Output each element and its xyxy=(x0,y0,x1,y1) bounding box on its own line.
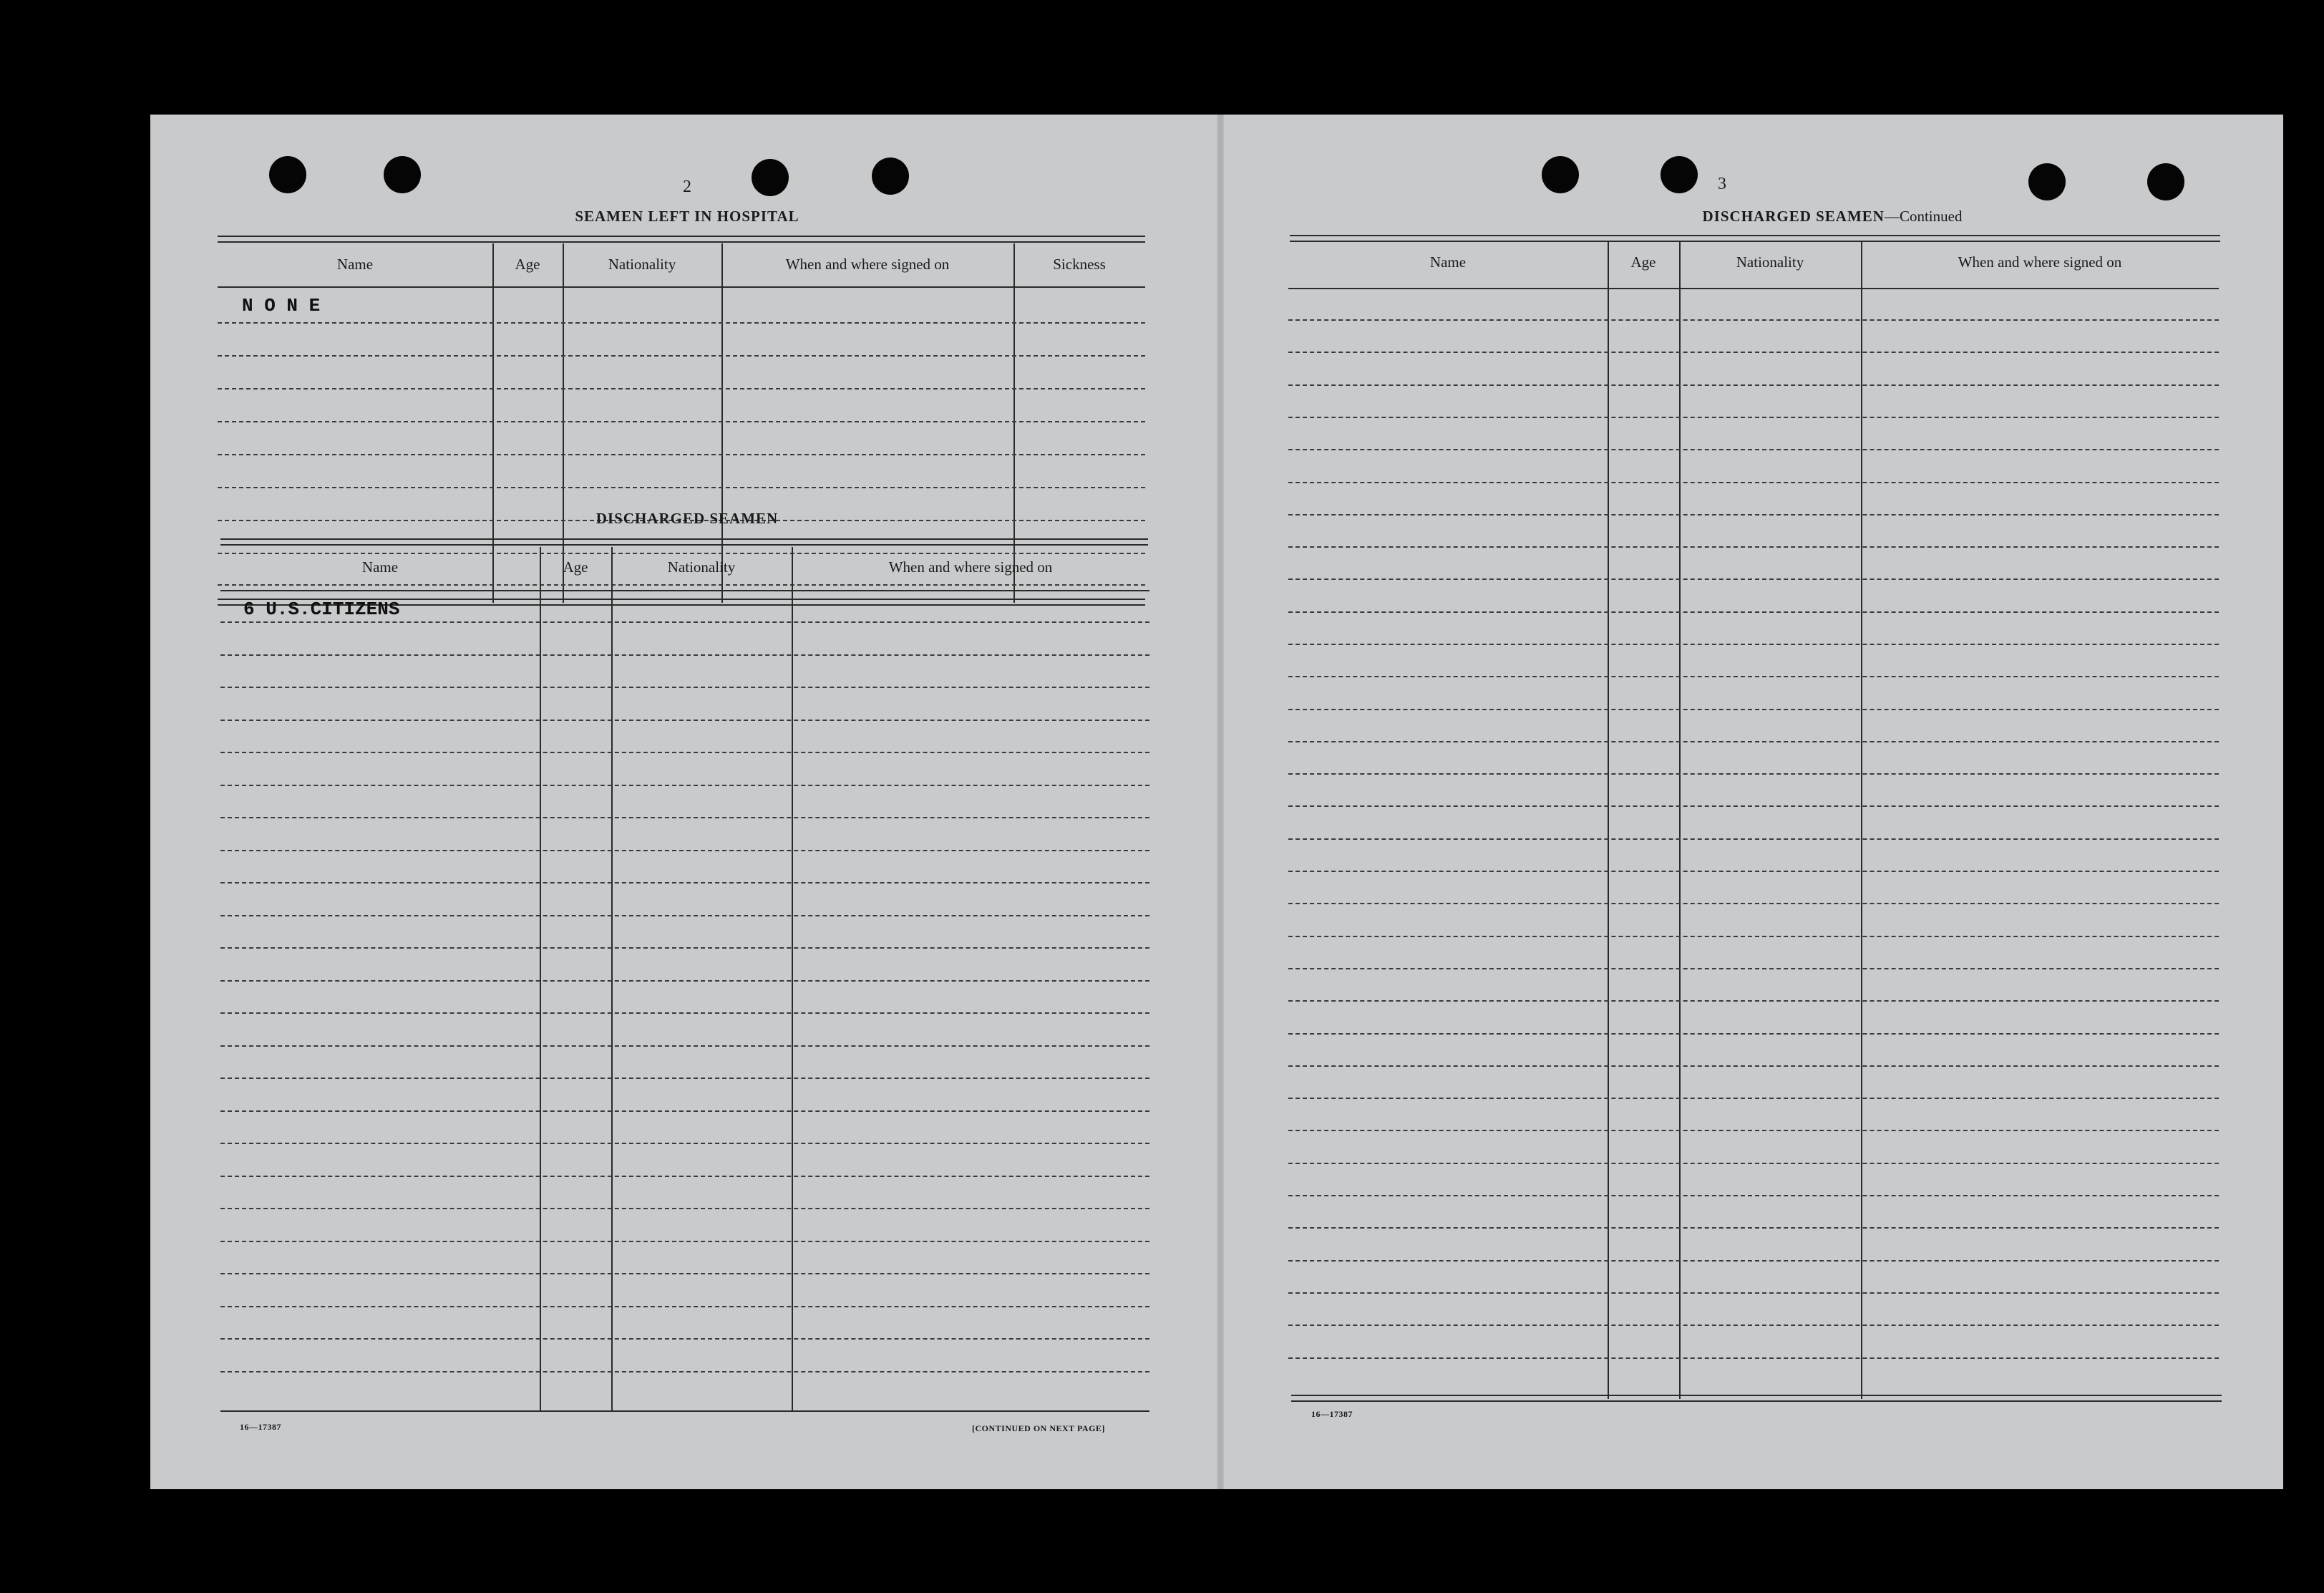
row-line xyxy=(1288,1195,2219,1196)
row-line xyxy=(1288,352,2219,353)
column-header-name: Name xyxy=(1429,253,1467,271)
row-line xyxy=(1288,482,2219,483)
column-header-nationality: Nationality xyxy=(667,558,736,576)
row-line xyxy=(1288,1065,2219,1067)
hospital-entry: N O N E xyxy=(242,295,321,316)
column-header-age: Age xyxy=(563,558,588,576)
column-header-signed-on: When and where signed on xyxy=(1958,253,2122,271)
row-line xyxy=(1288,1325,2219,1326)
row-line xyxy=(1288,1260,2219,1262)
section-rule xyxy=(1290,235,2220,242)
column-header-name: Name xyxy=(361,558,399,576)
bottom-rule xyxy=(1291,1395,2222,1402)
row-line xyxy=(1288,871,2219,872)
discharged-section-title: DISCHARGED SEAMEN xyxy=(595,510,779,527)
column-header-sickness: Sickness xyxy=(1053,256,1106,273)
row-line xyxy=(1288,1163,2219,1164)
row-line xyxy=(1288,805,2219,807)
row-line xyxy=(1288,644,2219,645)
column-header-name: Name xyxy=(336,256,374,273)
column-divider xyxy=(1679,242,1681,1399)
form-number: 16—17387 xyxy=(240,1422,281,1432)
title-main: DISCHARGED SEAMEN xyxy=(1702,208,1885,225)
header-rule xyxy=(1288,288,2219,289)
row-line xyxy=(1288,936,2219,937)
row-line xyxy=(1288,417,2219,418)
column-header-nationality: Nationality xyxy=(608,256,676,273)
column-header-nationality: Nationality xyxy=(1736,253,1804,271)
row-line xyxy=(1288,319,2219,321)
row-line xyxy=(1288,1227,2219,1229)
title-suffix: —Continued xyxy=(1884,208,1963,225)
column-header-signed-on: When and where signed on xyxy=(888,558,1053,576)
column-header-age: Age xyxy=(1630,253,1656,271)
punch-hole xyxy=(1661,156,1698,193)
row-line xyxy=(1288,903,2219,904)
row-line xyxy=(1288,1000,2219,1002)
punch-hole xyxy=(2028,163,2066,200)
row-line xyxy=(1288,384,2219,386)
column-header-age: Age xyxy=(515,256,540,273)
right-page xyxy=(150,115,2283,1489)
row-line xyxy=(1288,968,2219,969)
row-line xyxy=(1288,514,2219,515)
row-line xyxy=(1288,709,2219,710)
column-header-signed-on: When and where signed on xyxy=(785,256,950,273)
row-line xyxy=(1288,1098,2219,1099)
row-line xyxy=(1288,1130,2219,1131)
row-line xyxy=(1288,611,2219,613)
column-divider xyxy=(1608,242,1609,1399)
row-line xyxy=(1288,578,2219,580)
row-line xyxy=(1288,449,2219,450)
row-line xyxy=(1288,741,2219,742)
form-number: 16—17387 xyxy=(1311,1409,1353,1419)
discharged-entry: 6 U.S.CITIZENS xyxy=(243,599,400,620)
page-number: 3 xyxy=(1718,175,1726,193)
page-number: 2 xyxy=(683,178,691,196)
hospital-section-title: SEAMEN LEFT IN HOSPITAL xyxy=(575,208,799,225)
punch-hole xyxy=(1542,156,1579,193)
continued-section-title xyxy=(1439,208,2226,226)
punch-hole xyxy=(2147,163,2184,200)
row-line xyxy=(1288,1357,2219,1359)
row-line xyxy=(1288,773,2219,775)
column-divider xyxy=(1861,242,1862,1399)
row-line xyxy=(1288,676,2219,677)
row-line xyxy=(1288,1033,2219,1035)
row-line xyxy=(1288,838,2219,840)
row-line xyxy=(1288,546,2219,548)
continued-note: [CONTINUED ON NEXT PAGE] xyxy=(972,1423,1105,1433)
row-line xyxy=(1288,1292,2219,1294)
scanned-document xyxy=(150,115,2283,1489)
